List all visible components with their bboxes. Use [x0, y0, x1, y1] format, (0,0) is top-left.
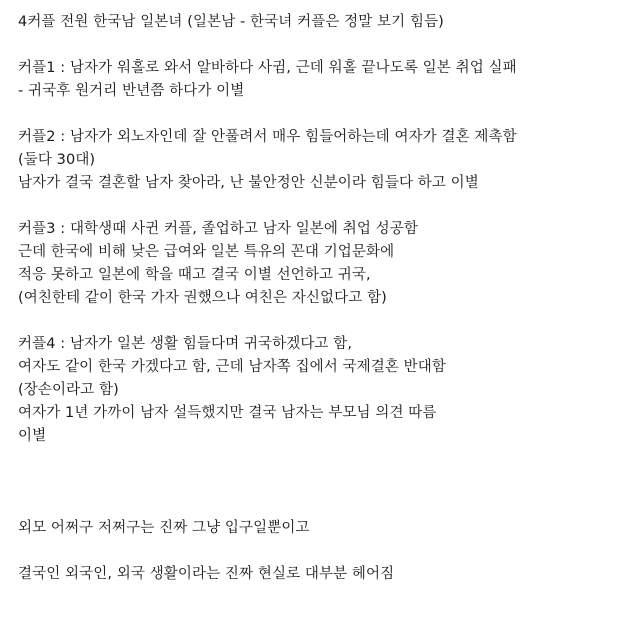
- couple-4-line-4: 여자가 1년 가까이 남자 설득했지만 결국 남자는 부모님 의견 따름: [18, 405, 437, 421]
- couple-4-line-3: (장손이라고 함): [18, 382, 119, 398]
- post-header: 4커플 전원 한국남 일본녀 (일본남 - 한국녀 커플은 정말 보기 힘듬): [18, 14, 444, 30]
- couple-2-line-2: (둘다 30대): [18, 152, 96, 168]
- spacer: [18, 195, 634, 218]
- couple-1-section: [18, 57, 634, 103]
- couple-4-line-1: 커플4 : 남자가 일본 생활 힘들다며 귀국하겠다고 함,: [18, 336, 353, 352]
- spacer: [18, 310, 634, 333]
- couple-1-line-1: 커플1 : 남자가 워홀로 와서 알바하다 사귐, 근데 워홀 끝나도록 일본 취업 실패: [18, 60, 517, 76]
- spacer: [18, 540, 634, 563]
- couple-4-section: [18, 333, 634, 448]
- conclusion-line-1: 외모 어쩌구 저쩌구는 진짜 그냥 입구일뿐이고: [18, 520, 310, 536]
- couple-4-line-5: 이별: [18, 428, 47, 444]
- post-body: [18, 11, 634, 586]
- couple-1-line-2: - 귀국후 원거리 반년쯤 하다가 이별: [18, 83, 245, 99]
- couple-3-line-2: 근데 한국에 비해 낮은 급여와 일본 특유의 꼰대 기업문화에: [18, 244, 395, 260]
- spacer: [18, 103, 634, 126]
- couple-2-line-3: 남자가 결국 결혼할 남자 찾아라, 난 불안정안 신분이라 힘들다 하고 이별: [18, 175, 479, 191]
- spacer: [18, 448, 634, 517]
- couple-3-line-4: (여친한테 같이 한국 가자 권했으나 여친은 자신없다고 함): [18, 290, 387, 306]
- couple-2-section: [18, 126, 634, 195]
- couple-3-section: [18, 218, 634, 310]
- couple-3-line-1: 커플3 : 대학생때 사귄 커플, 졸업하고 남자 일본에 취업 성공함: [18, 221, 418, 237]
- couple-3-line-3: 적응 못하고 일본에 학을 때고 결국 이별 선언하고 귀국,: [18, 267, 371, 283]
- conclusion-line-2: 결국인 외국인, 외국 생활이라는 진짜 현실로 대부분 헤어짐: [18, 566, 395, 582]
- conclusion-section: [18, 517, 634, 586]
- couple-2-line-1: 커플2 : 남자가 외노자인데 잘 안풀려서 매우 힘들어하는데 여자가 결혼 제촉함: [18, 129, 517, 145]
- couple-4-line-2: 여자도 같이 한국 가겠다고 함, 근데 남자쪽 집에서 국제결혼 반대함: [18, 359, 446, 375]
- spacer: [18, 34, 634, 57]
